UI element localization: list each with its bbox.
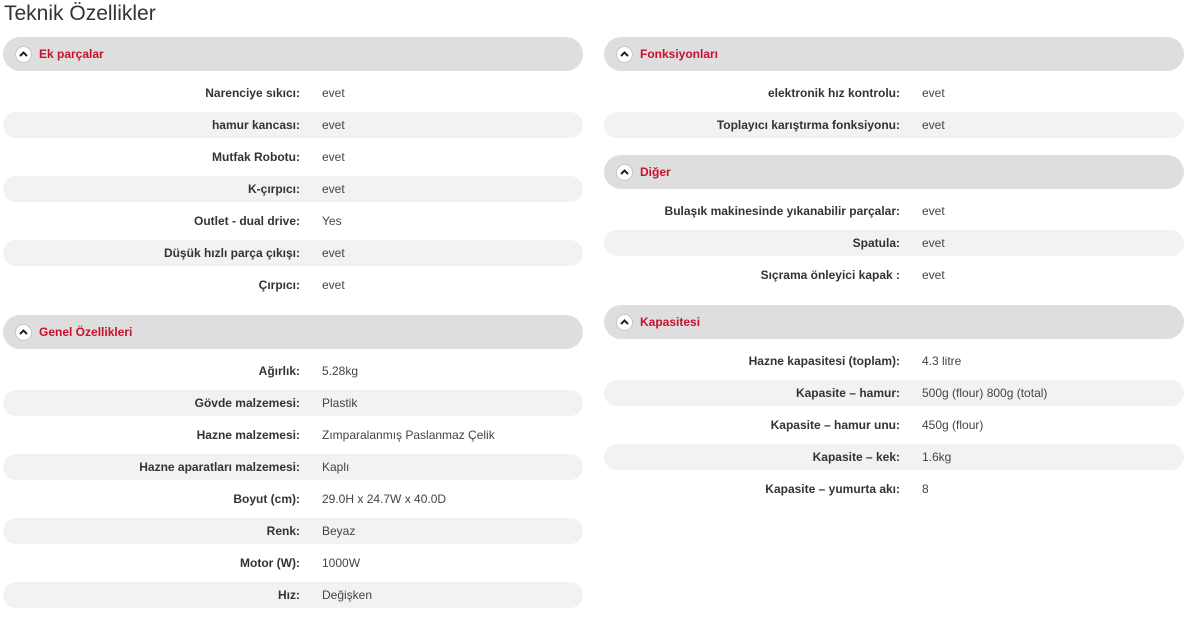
spec-row (604, 112, 1184, 138)
spec-value: 5.28kg (322, 364, 359, 378)
spec-row (3, 176, 583, 202)
spec-label: Hazne malzemesi: (196, 428, 300, 442)
spec-row (604, 412, 1184, 438)
spec-label: Çırpıcı: (258, 278, 300, 292)
spec-value: evet (322, 150, 345, 164)
spec-label: Kapasite – yumurta akı: (765, 482, 900, 496)
spec-value: evet (922, 204, 945, 218)
spec-label: Sıçrama önleyici kapak : (760, 268, 900, 282)
spec-row (604, 380, 1184, 406)
chevron-up-icon[interactable] (616, 164, 633, 181)
spec-row (3, 80, 583, 106)
spec-label: elektronik hız kontrolu: (767, 86, 900, 100)
spec-value: evet (922, 118, 945, 132)
spec-row (3, 144, 583, 170)
spec-value: Plastik (322, 396, 358, 410)
spec-row (604, 348, 1184, 374)
spec-label: Bulaşık makinesinde yıkanabilir parçalar: (664, 204, 900, 218)
section-header-fonksiyonlari[interactable] (604, 37, 1184, 71)
spec-row (3, 518, 583, 544)
spec-value: evet (922, 236, 945, 250)
section-kapasitesi (604, 305, 1184, 519)
section-title: Ek parçalar (39, 47, 104, 61)
chevron-up-icon[interactable] (616, 46, 633, 63)
spec-label: Outlet - dual drive: (193, 214, 300, 228)
spec-label: hamur kancası: (211, 118, 300, 132)
spec-label: Spatula: (852, 236, 900, 250)
spec-label: Kapasite – hamur unu: (770, 418, 900, 432)
spec-value: evet (322, 86, 345, 100)
section-header-kapasitesi[interactable] (604, 305, 1184, 339)
section-diger (604, 155, 1184, 305)
spec-row (604, 230, 1184, 256)
spec-value: 450g (flour) (922, 418, 984, 432)
spec-label: Renk: (266, 524, 300, 538)
spec-row (3, 582, 583, 608)
chevron-up-icon[interactable] (15, 46, 32, 63)
section-genel-ozellikleri (3, 315, 583, 625)
spec-row (604, 444, 1184, 470)
spec-value: evet (322, 278, 345, 292)
spec-row (604, 262, 1184, 288)
section-title: Genel Özellikleri (39, 325, 133, 339)
spec-label: Boyut (cm): (233, 492, 300, 506)
section-header-diger[interactable] (604, 155, 1184, 189)
spec-row (3, 272, 583, 298)
spec-label: Ağırlık: (258, 364, 300, 378)
spec-row (3, 550, 583, 576)
spec-value: 1.6kg (922, 450, 952, 464)
spec-row (3, 454, 583, 480)
spec-row (3, 390, 583, 416)
spec-label: Motor (W): (240, 556, 300, 570)
spec-row (3, 240, 583, 266)
page-title: Teknik Özellikler (4, 2, 156, 25)
spec-value: 29.0H x 24.7W x 40.0D (322, 492, 447, 506)
spec-label: Hız: (278, 588, 300, 602)
spec-value: Kaplı (322, 460, 350, 474)
spec-value: Değişken (322, 588, 373, 602)
spec-label: Narenciye sıkıcı: (205, 86, 300, 100)
section-title: Diğer (640, 165, 671, 179)
spec-label: Kapasite – kek: (812, 450, 900, 464)
spec-label: Gövde malzemesi: (194, 396, 300, 410)
section-title: Fonksiyonları (640, 47, 719, 61)
spec-value: Zımparalanmış Paslanmaz Çelik (322, 428, 495, 442)
spec-value: 8 (922, 482, 929, 496)
spec-row (604, 198, 1184, 224)
spec-value: evet (922, 86, 945, 100)
spec-label: Mutfak Robotu: (212, 150, 300, 164)
spec-row (3, 112, 583, 138)
section-header-genel-ozellikleri[interactable] (3, 315, 583, 349)
spec-row (3, 358, 583, 384)
section-title: Kapasitesi (640, 315, 701, 329)
spec-row (604, 80, 1184, 106)
right-column (604, 37, 1184, 519)
section-ek-parcalar (3, 37, 583, 315)
spec-value: evet (922, 268, 945, 282)
spec-label: Hazne kapasitesi (toplam): (748, 354, 900, 368)
spec-value: 4.3 litre (922, 354, 962, 368)
left-column (3, 37, 583, 625)
spec-label: Düşük hızlı parça çıkışı: (163, 246, 300, 260)
chevron-up-icon[interactable] (616, 314, 633, 331)
chevron-up-icon[interactable] (15, 324, 32, 341)
spec-row (3, 486, 583, 512)
spec-value: 500g (flour) 800g (total) (922, 386, 1048, 400)
spec-value: evet (322, 118, 345, 132)
spec-label: Kapasite – hamur: (795, 386, 900, 400)
spec-row (3, 422, 583, 448)
section-fonksiyonlari (604, 37, 1184, 155)
spec-label: Toplayıcı karıştırma fonksiyonu: (716, 118, 900, 132)
section-header-ek-parcalar[interactable] (3, 37, 583, 71)
spec-value: 1000W (322, 556, 361, 570)
spec-value: evet (322, 182, 345, 196)
spec-value: Beyaz (322, 524, 356, 538)
spec-row (3, 208, 583, 234)
spec-label: K-çırpıcı: (247, 182, 300, 196)
spec-label: Hazne aparatları malzemesi: (139, 460, 300, 474)
spec-value: evet (322, 246, 345, 260)
spec-row (604, 476, 1184, 502)
spec-value: Yes (322, 214, 342, 228)
